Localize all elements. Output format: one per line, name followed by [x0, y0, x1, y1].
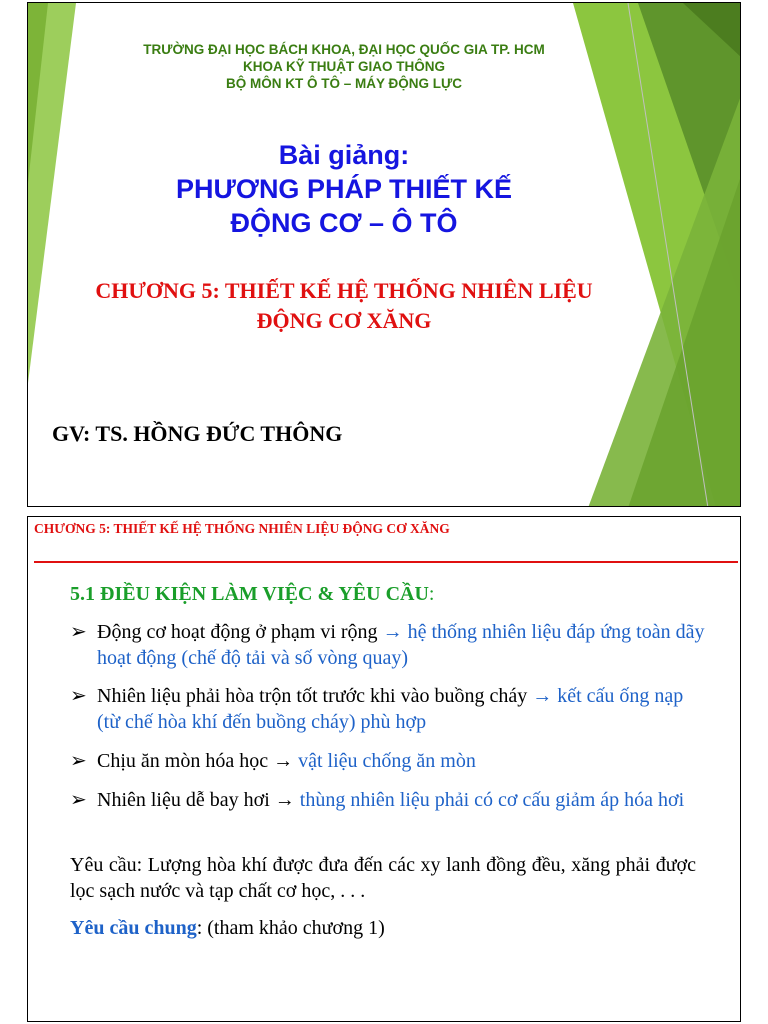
bullet-item: ➢ Chịu ăn mòn hóa học → vật liệu chống ăn mòn — [70, 750, 476, 772]
content-slide — [27, 516, 741, 1022]
chapter-title-line2: ĐỘNG CƠ XĂNG — [256, 308, 432, 333]
chapter-title-line1: CHƯƠNG 5: THIẾT KẾ HỆ THỐNG NHIÊN LIỆU — [95, 278, 593, 303]
faculty-name: KHOA KỸ THUẬT GIAO THÔNG — [243, 59, 445, 74]
course-title-line1: PHƯƠNG PHÁP THIẾT KẾ — [176, 174, 512, 204]
bullet-item: ➢ Động cơ hoạt động ở phạm vi rộng → hệ thống nhiên liệu đáp ứng toàn dãy hoạt động (chế độ tải và số vòng quay) — [70, 621, 705, 669]
bullet-arrow-icon: ➢ — [70, 750, 87, 772]
header-divider — [34, 561, 738, 563]
bullet-arrow-icon: ➢ — [70, 789, 87, 811]
bullet-arrow-icon: ➢ — [70, 685, 87, 707]
department-name: BỘ MÔN KT Ô TÔ – MÁY ĐỘNG LỰC — [226, 76, 462, 91]
bullet-item: ➢ Nhiên liệu dễ bay hơi → thùng nhiên liệu phải có cơ cấu giảm áp hóa hơi — [70, 789, 685, 811]
section-title: 5.1 ĐIỀU KIỆN LÀM VIỆC & YÊU CẦU: — [70, 583, 435, 605]
lecturer-name: GV: TS. HỒNG ĐỨC THÔNG — [52, 421, 343, 446]
right-arrow-icon: → — [273, 750, 294, 772]
requirement-paragraph: Yêu cầu: Lượng hòa khí được đưa đến các xy lanh đồng đều, xăng phải được lọc sạch nước và tạp chất cơ học, . . . — [70, 854, 696, 902]
right-arrow-icon: → — [274, 789, 295, 811]
bullet-item: ➢ Nhiên liệu phải hòa trộn tốt trước khi vào buồng cháy → kết cấu ống nạp (từ chế hòa khí đến buồng cháy) phù hợp — [70, 685, 684, 733]
right-arrow-icon: → — [532, 685, 553, 707]
general-requirement: Yêu cầu chung: (tham khảo chương 1) — [70, 917, 385, 939]
right-arrow-icon: → — [382, 621, 403, 643]
bullet-arrow-icon: ➢ — [70, 621, 87, 643]
university-name: TRƯỜNG ĐẠI HỌC BÁCH KHOA, ĐẠI HỌC QUỐC GIA TP. HCM — [143, 42, 545, 57]
course-title-line2: ĐỘNG CƠ – Ô TÔ — [230, 208, 458, 238]
lecture-label: Bài giảng: — [278, 140, 410, 170]
title-slide — [27, 2, 741, 507]
slide-header: CHƯƠNG 5: THIẾT KẾ HỆ THỐNG NHIÊN LIỆU ĐỘNG CƠ XĂNG — [34, 521, 450, 536]
